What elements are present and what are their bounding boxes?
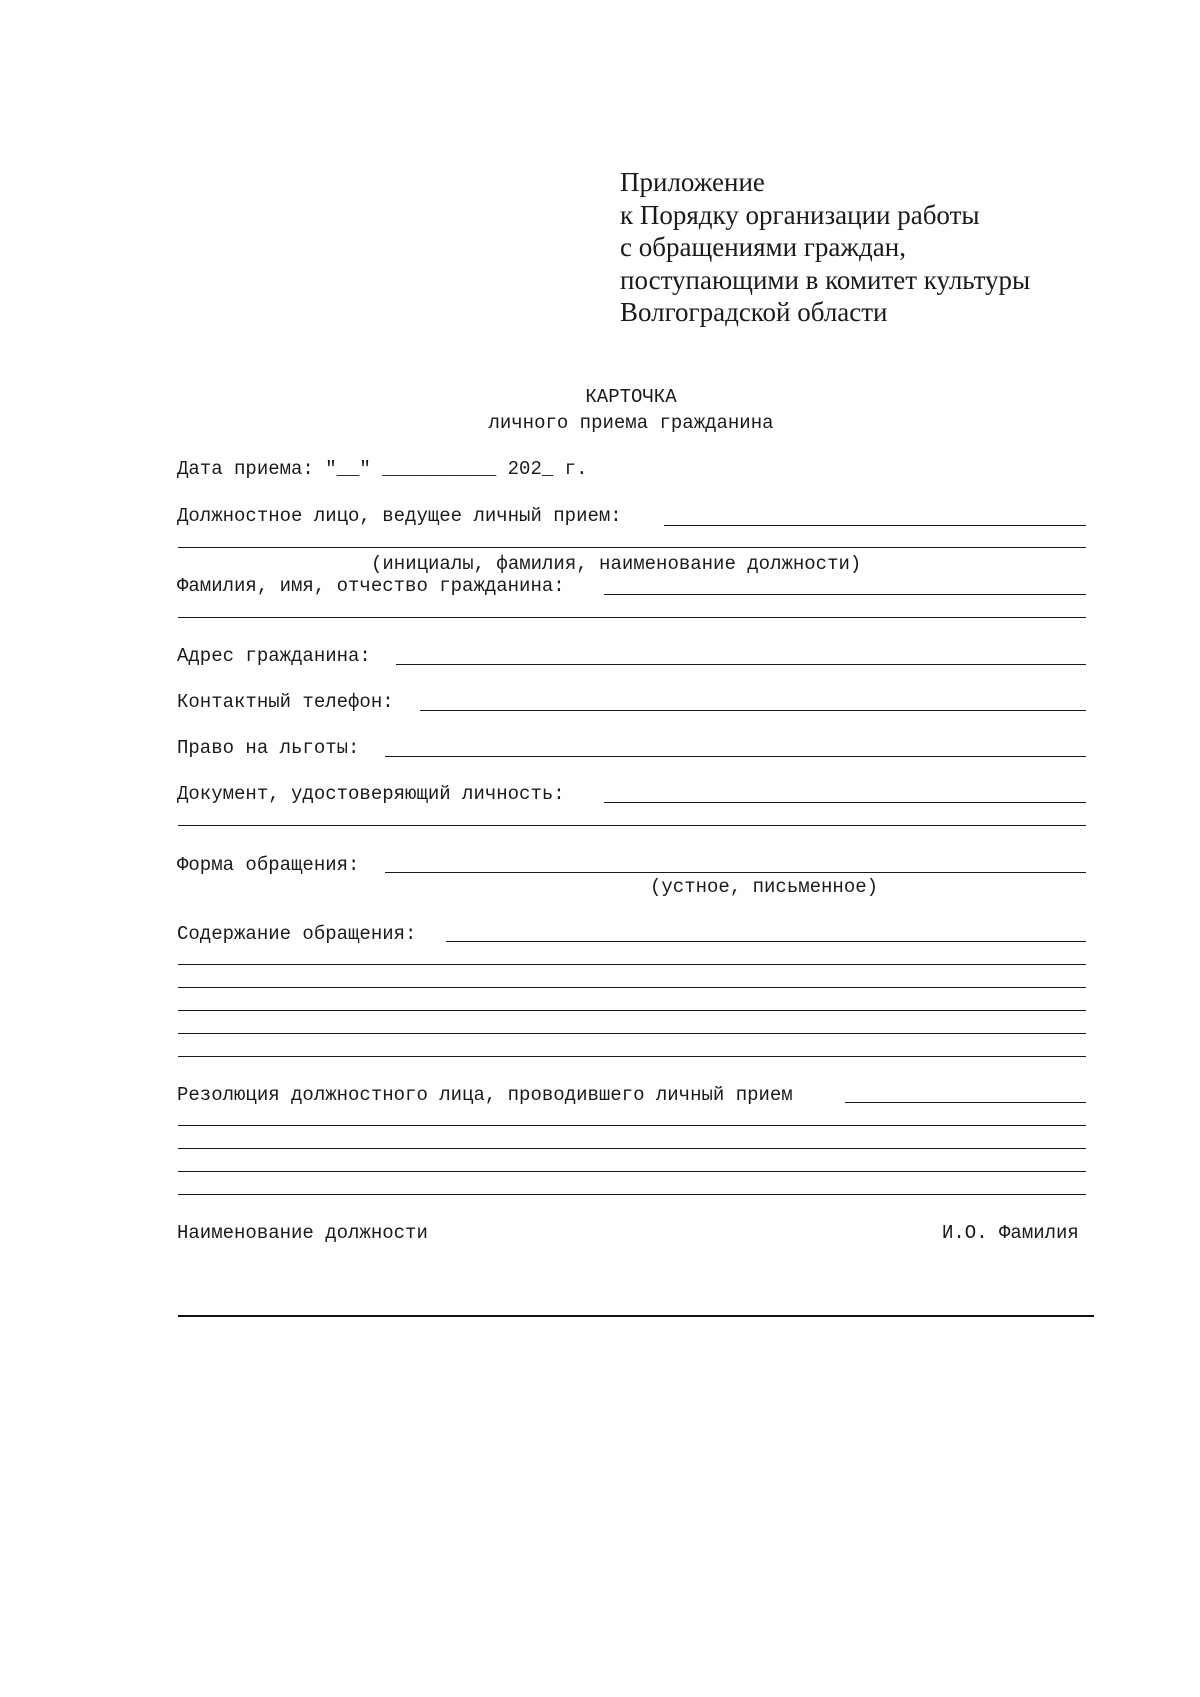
content-input-line-5[interactable] [178,1033,1086,1034]
form-label: Форма обращения: [177,854,360,876]
official-field-label: Должностное лицо, ведущее личный прием: [177,505,622,527]
date-field-label: Дата приема: "__" __________ 202_ г. [177,458,588,480]
appendix-line: к Порядку организации работы [620,199,980,230]
phone-input-line[interactable] [420,710,1086,711]
appendix-line: Волгоградской области [620,297,888,327]
citizen-name-input-line[interactable] [604,594,1086,595]
content-input-line-3[interactable] [178,987,1086,988]
card-subtitle: личного приема гражданина [488,412,774,434]
content-input-line-4[interactable] [178,1010,1086,1011]
address-input-line[interactable] [396,664,1086,665]
form-input-line[interactable] [385,872,1086,873]
resolution-input-line-4[interactable] [178,1171,1086,1172]
resolution-label: Резолюция должностного лица, проводившего личный прием [177,1084,793,1106]
benefits-input-line[interactable] [385,756,1086,757]
content-input-line[interactable] [446,941,1086,942]
benefits-label: Право на льготы: [177,737,360,759]
resolution-input-line-3[interactable] [178,1148,1086,1149]
appendix-line: поступающими в комитет культуры [620,264,1031,295]
id-document-label: Документ, удостоверяющий личность: [177,783,565,805]
card-title: КАРТОЧКА [585,386,677,408]
official-field-hint: (инициалы, фамилия, наименование должности) [371,553,862,575]
content-label: Содержание обращения: [177,923,417,945]
resolution-input-line-5[interactable] [178,1194,1086,1195]
citizen-name-label: Фамилия, имя, отчество гражданина: [177,575,565,597]
citizen-name-input-line-2[interactable] [178,617,1086,618]
resolution-input-line-2[interactable] [178,1125,1086,1126]
id-document-input-line[interactable] [604,802,1086,803]
id-document-input-line-2[interactable] [178,825,1086,826]
form-field-hint: (устное, письменное) [650,876,879,898]
appendix-line: с обращениями граждан, [620,232,906,262]
phone-label: Контактный телефон: [177,691,394,713]
official-input-line[interactable] [664,525,1086,526]
address-label: Адрес гражданина: [177,645,371,667]
resolution-input-line[interactable] [845,1102,1086,1103]
content-input-line-6[interactable] [178,1056,1086,1057]
appendix-header [620,166,1030,329]
appendix-line: Приложение [620,167,765,197]
content-input-line-2[interactable] [178,964,1086,965]
bottom-divider [178,1315,1094,1317]
signature-position-label: Наименование должности [177,1222,428,1244]
signature-name-label: И.О. Фамилия [942,1222,1079,1244]
official-input-line-2[interactable] [178,547,1086,548]
